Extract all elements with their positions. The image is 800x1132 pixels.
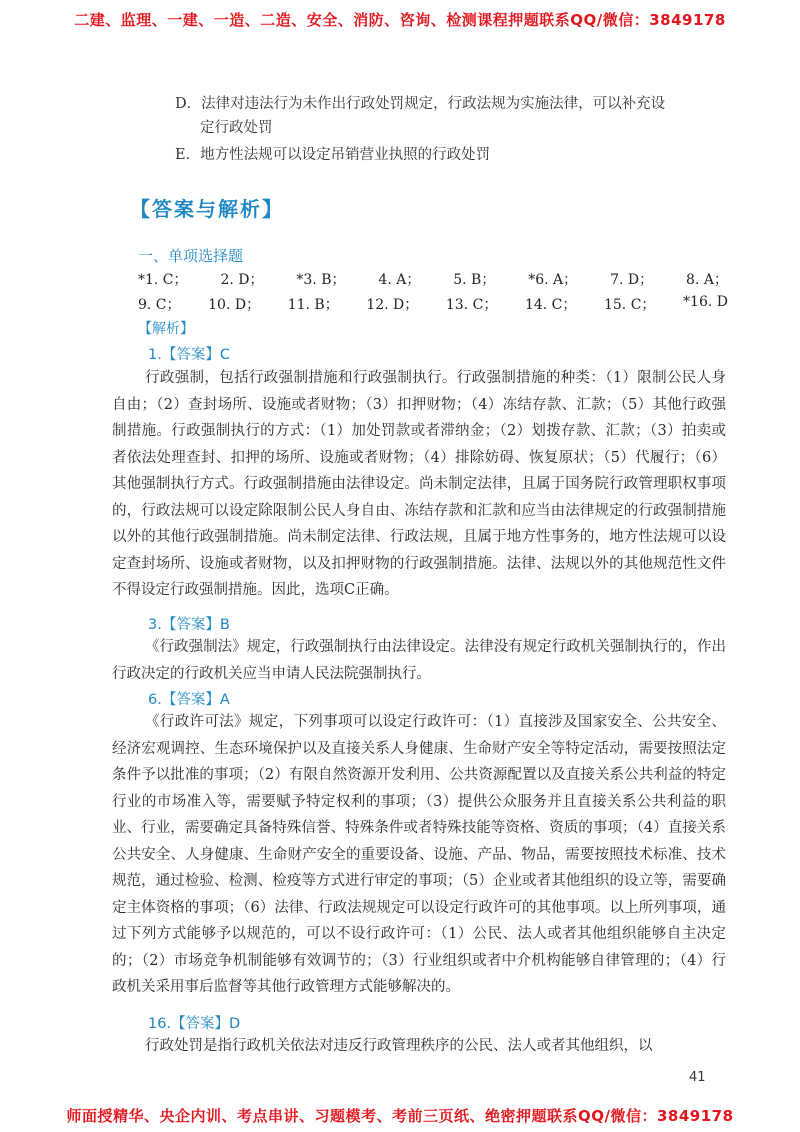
explanation-q3: 《行政强制法》规定，行政强制执行由法律设定。法律没有规定行政机关强制执行的，作出行政决定的行政机关应当申请人民法院强制执行。: [112, 639, 726, 682]
answer-item: 4. A；: [378, 272, 421, 288]
answer-item: 5. B；: [453, 272, 496, 288]
option-d-line2: 定行政处罚: [200, 120, 273, 136]
answer-item: *3. B；: [296, 272, 346, 288]
option-e: E．地方性法规可以设定吊销营业执照的行政处罚: [175, 147, 491, 163]
explanation-q6: 《行政许可法》规定，下列事项可以设定行政许可：（1）直接涉及国家安全、公共安全、经济宏观调控、生态环境保护以及直接关系人身健康、生命财产安全等特定活动，需要按照法定条件予以批准的事项；（2）有限自然资源开发利用、公共资源配置以及直接关系公共利益的特定行业的市场准入等，需要赋予特定权利的事项；（3）提供公众服务并且直接关系公共利益的职业、行业，需要确定具备特殊信誉、特殊条件或者特殊技能等资格、资质的事项；（4）直接关系公共安全、人身健康、生命财产安全的重要设备、设施、产品、物品，需要按照技术标准、技术规范，通过检验、检测、检疫等方式进行审定的事项；（5）企业或者其他组织的设立等，需要确定主体资格的事项；（6）法律、行政法规规定可以设定行政许可的其他事项。以上所列事项，通过下列方式能够予以规范的，可以不设行政许可：（1）公民、法人或者其他组织能够自主决定的；（2）市场竞争机制能够有效调节的；（3）行业组织或者中介机构能够自律管理的；（4）行政机关采用事后监督等其他行政管理方式能够解决的。: [112, 714, 726, 995]
answer-item: 11. B；: [287, 297, 339, 313]
answer-heading-q16: 16.【答案】D: [148, 1016, 241, 1032]
answer-item: 12. D；: [366, 297, 419, 313]
analysis-label: 【解析】: [138, 321, 194, 337]
explanation-q1: 行政强制，包括行政强制措施和行政强制执行。行政强制措施的种类：（1）限制公民人身自由；（2）查封场所、设施或者财物；（3）扣押财物；（4）冻结存款、汇款；（5）其他行政强制措施。行政强制执行的方式：（1）加处罚款或者滞纳金；（2）划拨存款、汇款；（3）拍卖或者依法处理查封、扣押的场所、设施或者财物；（4）排除妨碍、恢复原状；（5）代履行；（6）其他强制执行方式。行政强制措施由法律设定。尚未制定法律，且属于国务院行政管理职权事项的，行政法规可以设定除限制公民人身自由、冻结存款和汇款和应当由法律规定的行政强制措施以外的其他行政强制措施。尚未制定法律、行政法规，且属于地方性事务的，地方性法规可以设定查封场所、设施或者财物，以及扣押财物的行政强制措施。法律、法规以外的其他规范性文件不得设定行政强制措施。因此，选项C正确。: [112, 370, 726, 598]
answer-heading-q3: 3.【答案】B: [148, 617, 230, 633]
option-d-line1: D．法律对违法行为未作出行政处罚规定，行政法规为实施法律，可以补充设: [175, 96, 666, 112]
answer-item: 13. C；: [445, 297, 498, 313]
answer-item: 2. D；: [220, 272, 264, 288]
answer-item: 10. D；: [208, 297, 261, 313]
answer-item: 14. C；: [524, 297, 577, 313]
answer-heading-q6: 6.【答案】A: [148, 692, 230, 708]
section-title: 【答案与解析】: [130, 197, 284, 221]
subsection-title: 一、单项选择题: [138, 247, 244, 265]
answer-item: 7. D；: [610, 272, 654, 288]
answer-key-row-1: [138, 269, 728, 289]
answer-item: *16. D: [683, 294, 728, 310]
answer-item: 15. C；: [603, 297, 656, 313]
bottom-ad-banner: 师面授精华、央企内训、考点串讲、习题模考、考前三页纸、绝密押题联系QQ/微信：3849178: [66, 1107, 734, 1125]
option-d: [175, 92, 730, 140]
answer-item: 8. A；: [686, 272, 728, 288]
answer-item: 9. C；: [138, 297, 181, 313]
answer-heading-q1: 1.【答案】C: [148, 347, 230, 363]
page-number: 41: [689, 1070, 706, 1085]
answer-item: *1. C；: [138, 272, 188, 288]
top-ad-banner: 二建、监理、一建、一造、二造、安全、消防、咨询、检测课程押题联系QQ/微信：3849178: [74, 11, 726, 29]
explanation-q16: 行政处罚是指行政机关依法对违反行政管理秩序的公民、法人或者其他组织，以: [145, 1038, 653, 1054]
answer-key-row-2: [138, 294, 728, 314]
answer-item: *6. A；: [528, 272, 578, 288]
